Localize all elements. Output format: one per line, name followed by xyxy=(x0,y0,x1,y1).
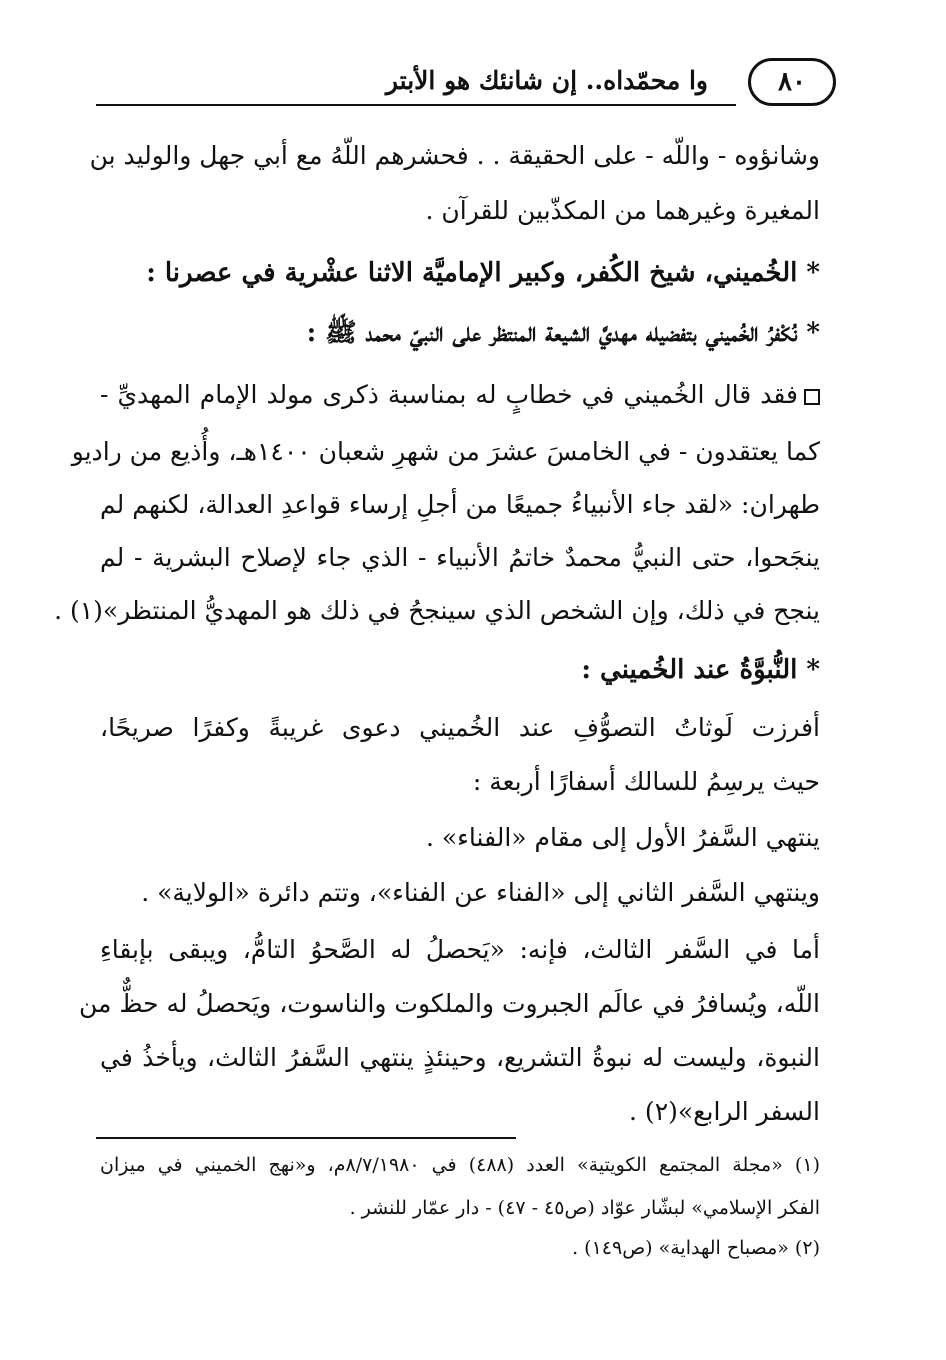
footnote-1-line-2: الفكر الإسلامي» لبشّار عوّاد (ص٤٥ - ٤٧) - دار عمّار للنشر . xyxy=(349,1197,820,1219)
section-heading-mahdi: * نُكْفرُ الخُميني بتفضيله مهديَّ الشيعة المنتظر على النبيّ محمد ﷺ : xyxy=(306,318,820,348)
page-header xyxy=(96,62,836,102)
header-divider xyxy=(96,104,736,106)
footnote-divider xyxy=(96,1137,516,1139)
text-line-5-content: فقد قال الخُميني في خطابٍ له بمناسبة ذكرى مولد الإمام المهديِّ - xyxy=(100,380,798,409)
text-line-6: كما يعتقدون - في الخامسَ عشرَ من شهرِ شعبان ١٤٠٠هـ، وأُذيع من راديو xyxy=(71,437,820,466)
text-line-9: ينجح في ذلك، وإن الشخص الذي سينجحُ في ذلك هو المهديُّ المنتظر»(١) . xyxy=(54,596,820,625)
text-line-2: المغيرة وغيرهما من المكذّبين للقرآن . xyxy=(425,196,820,225)
footnote-2: (٢) «مصباح الهداية» (ص١٤٩) . xyxy=(572,1237,820,1259)
text-line-18: السفر الرابع»(٢) . xyxy=(629,1097,820,1126)
text-line-15: أما في السَّفر الثالث، فإنه: «يَحصلُ له الصَّحوُ التامُّ، ويبقى بإبقاءِ xyxy=(100,935,820,964)
square-bullet-icon xyxy=(804,389,820,405)
text-line-14: وينتهي السَّفر الثاني إلى «الفناء عن الفناء»، وتتم دائرة «الولاية» . xyxy=(141,878,820,907)
text-line-8: ينجَحوا، حتى النبيُّ محمدٌ خاتمُ الأنبياء - الذي جاء لإصلاح البشرية - لم xyxy=(100,543,820,572)
text-line-13: ينتهي السَّفرُ الأول إلى مقام «الفناء» . xyxy=(425,823,820,852)
text-line-17: النبوة، وليست له نبوةُ التشريع، وحينئذٍ ينتهي السَّفرُ الثالث، ويأخذُ في xyxy=(100,1043,820,1072)
section-heading-khomeini: * الخُميني، شيخ الكُفر، وكبير الإماميَّة الاثنا عشْرية في عصرنا : xyxy=(146,258,820,288)
text-line-11: أفرزت لَوثاتُ التصوُّفِ عند الخُميني دعوى غريبةً وكفرًا صريحًا، xyxy=(100,713,820,742)
page-number: ٨٠ xyxy=(748,58,836,106)
text-line-1: وشانؤوه - واللّه - على الحقيقة . . فحشرهم اللّهُ مع أبي جهل والوليد بن xyxy=(89,141,820,170)
running-title: وا محمّداه.. إن شانئك هو الأبتر xyxy=(385,66,708,95)
text-line-7: طهران: «لقد جاء الأنبياءُ جميعًا من أجلِ إرساء قواعدِ العدالة، لكنهم لم xyxy=(100,490,820,519)
text-line-16: اللّه، ويُسافرُ في عالَم الجبروت والملكوت والناسوت، ويَحصلُ له حظٌّ من xyxy=(79,989,820,1018)
text-line-12: حيث يرسِمُ للسالك أسفارًا أربعة : xyxy=(472,767,820,796)
footnote-1-line-1: (١) «مجلة المجتمع الكويتية» العدد (٤٨٨) في ٨/٧/١٩٨٠م، و«نهج الخميني في ميزان xyxy=(100,1154,820,1176)
section-heading-prophethood: * النُّبوَّةُ عند الخُميني : xyxy=(581,655,820,685)
text-line-5 xyxy=(100,375,820,415)
